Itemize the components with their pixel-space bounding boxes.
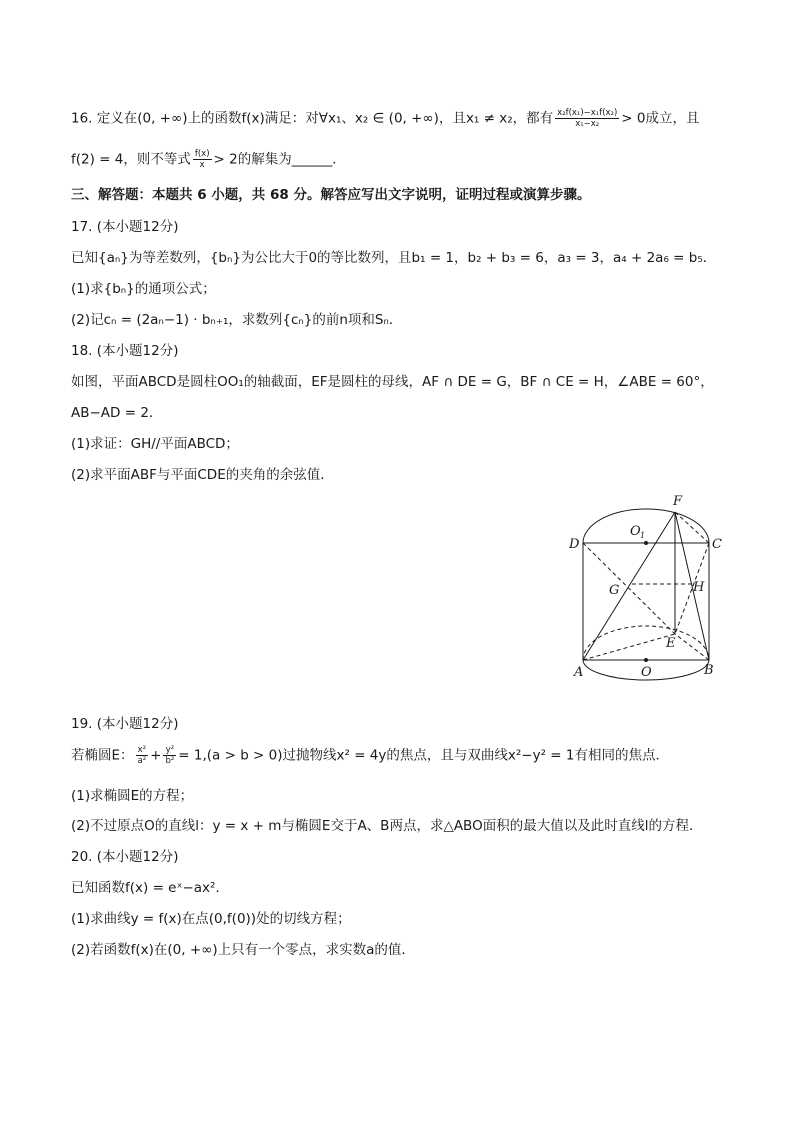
q16-text-d: > 2的解集为______．	[213, 151, 346, 168]
q19-f1-num: x²	[136, 745, 149, 756]
line-FA	[583, 512, 675, 660]
cylinder-figure	[560, 488, 735, 683]
section-3-heading: 三、解答题：本题共 6 小题，共 68 分。解答应写出文字说明，证明过程或演算步骤。	[71, 187, 591, 203]
label-D: D	[569, 537, 580, 552]
q19-f1-den: a²	[137, 756, 147, 766]
q16-frac2-num: f(x)	[194, 149, 210, 159]
q16-line-2	[71, 149, 346, 170]
q17-header: 17. (本小题12分)	[71, 219, 179, 235]
q20-part-2: (2)若函数f(x)在(0, +∞)上只有一个零点，求实数a的值．	[71, 942, 415, 958]
q19-stem	[71, 745, 669, 766]
q19-fraction-x	[136, 745, 149, 766]
label-O: O	[641, 665, 652, 680]
q18-header: 18. (本小题12分)	[71, 343, 179, 359]
q16-text-a: 16. 定义在(0, +∞)上的函数f(x)满足：对∀x₁、x₂ ∈ (0, +∞)，且x₁ ≠ x₂，都有	[71, 110, 554, 127]
q20-header: 20. (本小题12分)	[71, 849, 179, 865]
label-H: H	[693, 580, 705, 595]
q19-part-1: (1)求椭圆E的方程；	[71, 788, 194, 804]
q17-part-1: (1)求{bₙ}的通项公式；	[71, 281, 216, 297]
q16-text-b: > 0成立，且	[621, 110, 700, 127]
label-O1-sub: 1	[640, 531, 646, 540]
q17-part-2: (2)记cₙ = (2aₙ−1) · bₙ₊₁，求数列{cₙ}的前n项和Sₙ．	[71, 312, 403, 328]
q19-text-b: = 1,(a > b > 0)过抛物线x² = 4y的焦点，且与双曲线x²−y² = 1有相同的焦点．	[178, 747, 669, 764]
q16-frac-den: x₁−x₂	[575, 119, 600, 129]
q17-stem: 已知{aₙ}为等差数列，{bₙ}为公比大于0的等比数列，且b₁ = 1，b₂ + b₃ = 6，a₃ = 3，a₄ + 2a₆ = b₅．	[71, 250, 717, 266]
label-C: C	[712, 537, 722, 552]
q20-part-1: (1)求曲线y = f(x)在点(0,f(0))处的切线方程；	[71, 911, 351, 927]
q16-fraction	[555, 108, 619, 129]
q19-fraction-y	[163, 745, 176, 766]
q16-frac2-den: x	[199, 160, 205, 170]
q19-f2-num: y²	[163, 745, 176, 756]
q19-f2-den: b²	[165, 756, 175, 766]
q16-text-c: f(2) = 4，则不等式	[71, 151, 191, 168]
q18-stem-2: AB−AD = 2．	[71, 405, 163, 421]
label-O1: O	[630, 524, 641, 539]
q18-stem-1: 如图，平面ABCD是圆柱OO₁的轴截面，EF是圆柱的母线，AF ∩ DE = G，BF ∩ CE = H，∠ABE = 60°，	[71, 374, 714, 390]
q20-stem: 已知函数f(x) = eˣ−ax²．	[71, 880, 229, 896]
label-G: G	[609, 583, 620, 598]
bottom-arc-back	[583, 626, 709, 660]
q18-part-1: (1)求证：GH//平面ABCD；	[71, 436, 239, 452]
point-O1	[644, 541, 648, 545]
line-DE	[583, 543, 675, 634]
q16-frac-num: x₂f(x₁)−x₁f(x₂)	[557, 108, 618, 118]
label-A: A	[574, 665, 584, 680]
line-FC	[675, 512, 709, 543]
q19-plus: +	[150, 747, 162, 764]
point-O	[644, 658, 648, 662]
q19-text-a: 若椭圆E：	[71, 747, 134, 764]
q19-header: 19. (本小题12分)	[71, 716, 179, 732]
label-F: F	[673, 494, 683, 509]
q18-part-2: (2)求平面ABF与平面CDE的夹角的余弦值．	[71, 467, 334, 483]
top-arc	[583, 509, 709, 543]
q16-fraction-2	[193, 149, 212, 170]
label-E: E	[666, 636, 676, 651]
q19-part-2: (2)不过原点O的直线l：y = x + m与椭圆E交于A、B两点，求△ABO面积的最大值以及此时直线l的方程．	[71, 818, 703, 834]
label-B: B	[704, 663, 714, 678]
q16-line-1	[71, 108, 699, 129]
